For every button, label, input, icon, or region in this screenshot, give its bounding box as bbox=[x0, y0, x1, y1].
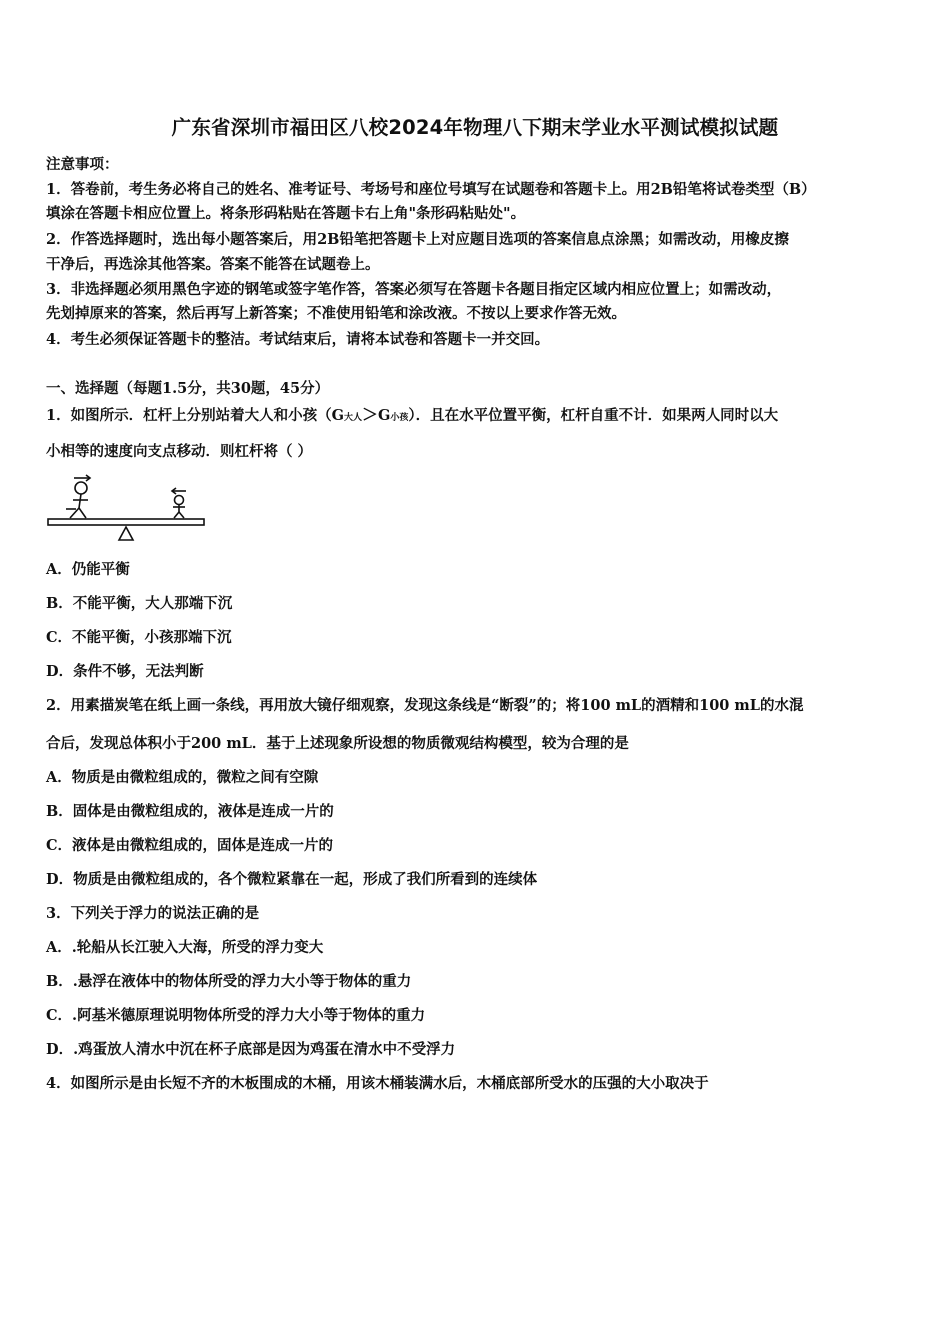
q3-option-b: B．.悬浮在液体中的物体所受的浮力大小等于物体的重力 bbox=[46, 973, 412, 990]
q2-option-b: B．固体是由微粒组成的，液体是连成一片的 bbox=[46, 803, 334, 820]
question-2-stem-line2: 合后，发现总体积小于200 mL．基于上述现象所设想的物质微观结构模型，较为合理的是 bbox=[46, 735, 629, 752]
notice-line: 填涂在答题卡相应位置上。将条形码粘贴在答题卡右上角"条形码粘贴处"。 bbox=[46, 205, 526, 222]
question-4-stem: 4．如图所示是由长短不齐的木板围成的木桶，用该木桶装满水后，木桶底部所受水的压强的大小取决于 bbox=[46, 1075, 709, 1092]
notice-line: 1．答卷前，考生务必将自己的姓名、准考证号、考场号和座位号填写在试题卷和答题卡上。用2B铅笔将试卷类型（B） bbox=[46, 181, 816, 198]
q1-text-b: ）．且在水平位置平衡，杠杆自重不计．如果两人同时以大 bbox=[408, 407, 779, 424]
q2-option-d: D．物质是由微粒组成的，各个微粒紧靠在一起，形成了我们所看到的连续体 bbox=[46, 871, 538, 888]
notice-line: 3．非选择题必须用黑色字迹的钢笔或签字笔作答，答案必须写在答题卡各题目指定区域内相应位置上；如需改动， bbox=[46, 281, 782, 298]
lever-figure bbox=[46, 470, 206, 545]
notice-line: 4．考生必须保证答题卡的整洁。考试结束后，请将本试卷和答题卡一并交回。 bbox=[46, 331, 550, 348]
q1-greater-than: ＞ bbox=[362, 405, 379, 424]
lever-plank bbox=[48, 519, 204, 525]
q1-g-symbol: G bbox=[378, 407, 391, 424]
q1-subscript-child: 小孩 bbox=[390, 413, 409, 423]
q1-option-c: C．不能平衡，小孩那端下沉 bbox=[46, 629, 232, 646]
arrow-right-icon bbox=[74, 475, 90, 481]
q1-option-b: B．不能平衡，大人那端下沉 bbox=[46, 595, 233, 612]
q3-option-c: C．.阿基米德原理说明物体所受的浮力大小等于物体的重力 bbox=[46, 1007, 426, 1024]
notice-heading: 注意事项： bbox=[46, 156, 119, 173]
q3-option-d: D．.鸡蛋放人清水中沉在杯子底部是因为鸡蛋在清水中不受浮力 bbox=[46, 1041, 456, 1058]
q2-option-c: C．液体是由微粒组成的，固体是连成一片的 bbox=[46, 837, 334, 854]
question-3-stem: 3．下列关于浮力的说法正确的是 bbox=[46, 905, 260, 922]
fulcrum bbox=[119, 527, 133, 540]
question-1-stem bbox=[46, 402, 778, 425]
q1-option-d: D．条件不够，无法判断 bbox=[46, 663, 204, 680]
q1-text-a: 1．如图所示．杠杆上分别站着大人和小孩（G bbox=[46, 407, 344, 424]
notice-line: 干净后，再选涂其他答案。答案不能答在试题卷上。 bbox=[46, 256, 380, 273]
section-heading: 一、选择题（每题1.5分，共30题，45分） bbox=[46, 380, 330, 397]
q1-option-a: A．仍能平衡 bbox=[46, 561, 130, 578]
arrow-left-icon bbox=[172, 488, 186, 494]
adult-figure bbox=[66, 482, 88, 518]
question-1-stem-line2: 小相等的速度向支点移动．则杠杆将（ ） bbox=[46, 443, 313, 460]
q2-option-a: A．物质是由微粒组成的，微粒之间有空隙 bbox=[46, 769, 319, 786]
child-figure bbox=[173, 496, 185, 519]
notice-line: 2．作答选择题时，选出每小题答案后，用2B铅笔把答题卡上对应题目选项的答案信息点涂黑；如需改动，用橡皮擦 bbox=[46, 231, 789, 248]
page-title: 广东省深圳市福田区八校2024年物理八下期末学业水平测试模拟试题 bbox=[171, 116, 779, 139]
q3-option-a: A．.轮船从长江驶入大海，所受的浮力变大 bbox=[46, 939, 324, 956]
question-2-stem: 2．用素描炭笔在纸上画一条线，再用放大镜仔细观察，发现这条线是“断裂”的；将100 mL的酒精和100 mL的水混 bbox=[46, 697, 804, 714]
q1-subscript-adult: 大人 bbox=[343, 413, 362, 423]
notice-line: 先划掉原来的答案，然后再写上新答案；不准使用铅笔和涂改液。不按以上要求作答无效。 bbox=[46, 305, 626, 322]
